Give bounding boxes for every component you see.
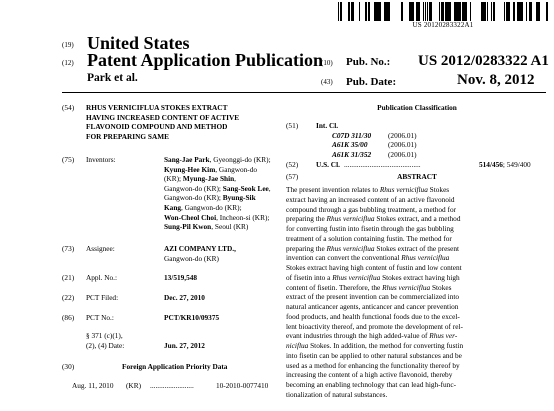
s371-date: Jun. 27, 2012 <box>164 340 205 350</box>
barcode-bar <box>439 2 440 21</box>
int-cl-codes: C07D 311/30 A61K 35/00 A61K 31/352 <box>332 130 372 159</box>
pct-no-label: PCT No.: <box>86 313 114 322</box>
country: United States <box>87 33 190 53</box>
priority-dots: ........................ <box>150 381 194 390</box>
inventors-label: Inventors: <box>86 155 116 164</box>
pub-no: US 2012/0283322 A1 <box>418 53 549 69</box>
barcode-bar <box>445 2 448 21</box>
assignee-name: AZI COMPANY LTD., <box>164 244 236 253</box>
assignee-location: Gangwon-do (KR) <box>164 253 219 263</box>
code-12: (12) <box>62 59 74 67</box>
s371-line1: § 371 (c)(1), <box>86 331 123 340</box>
barcode-bar <box>517 2 520 21</box>
code-43: (43) <box>321 78 333 86</box>
us-cl-dots: .......................................... <box>344 160 421 169</box>
inventors-section <box>62 155 292 235</box>
pct-filed-date: Dec. 27, 2010 <box>164 293 205 302</box>
appl-no: 13/519,548 <box>164 273 198 282</box>
us-cl-section <box>286 160 548 172</box>
pct-no: PCT/KR10/09375 <box>164 313 220 322</box>
us-cl-code: (52) <box>286 160 299 169</box>
appl-label: Appl. No.: <box>86 273 118 282</box>
us-cl-extra: ; 549/400 <box>502 160 531 169</box>
int-cl-section <box>286 121 548 163</box>
abstract-code: (57) <box>286 172 299 181</box>
barcode-bar <box>458 2 461 21</box>
int-cl-code: (51) <box>286 121 299 130</box>
pub-class-title: Publication Classification <box>377 103 457 112</box>
barcode-bar <box>520 2 522 21</box>
assignee-label: Assignee: <box>86 244 115 253</box>
barcode-bar <box>536 2 537 21</box>
priority-date: Aug. 11, 2010 <box>72 381 114 390</box>
assignee-section <box>62 244 292 266</box>
first-inventor: Park et al. <box>87 72 138 84</box>
document-type: Patent Application Publication <box>87 50 324 70</box>
barcode-bar <box>348 2 350 21</box>
code-10: (10) <box>321 59 333 67</box>
pct-filed-label: PCT Filed: <box>86 293 119 302</box>
barcode-bar <box>419 2 420 21</box>
barcode-bar <box>379 2 381 21</box>
barcode-bar <box>491 2 492 21</box>
abstract-text: The present invention relates to Rhus verniciflua Stokes extract having an increased content of an active flavonoid compound through a gas bubbling treatment, a method for preparing the Rhus verniciflua Stokes extract, and a method for converting fustin into fisetin through the gas bubbling treatment of a solution containing fustin. The method for preparing the Rhus verniciflua Stokes extract of the present invention can convert the conventional Rhus verniciflua Stokes extract having high content of fustin and low content of fisetin into a Rhus verniciflua Stokes extract having high content of fisetin. Therefore, the Rhus verniciflua Stokes extract of the present invention can be commercialized into natural anticancer agents, anticancer and cancer prevention food products, and health functional foods due to the excel- lent bioactivity thereof, and promote the development of rel- evant industries through the high added-value of Rhus ver- niciflua Stokes. In addition, the method for converting fustin into fisetin can be applied to other natural substances and be used as a method for enhancing the functionality thereof by increasing the content of a high active flavonoid, thereby becoming an enabling technology that can lead high-func- tionalization of natural substances. <box>286 185 464 399</box>
pub-date-label: Pub. Date: <box>346 76 397 88</box>
barcode-bar <box>401 2 403 21</box>
title-code: (54) <box>62 103 75 112</box>
pct-filed-code: (22) <box>62 293 75 302</box>
barcode-bar <box>425 2 426 21</box>
appl-code: (21) <box>62 273 75 282</box>
abstract-header <box>286 172 548 184</box>
barcode-bar <box>487 2 488 21</box>
inventors-code: (75) <box>62 155 75 164</box>
barcode <box>338 2 548 21</box>
barcode-bar <box>340 2 341 21</box>
priority-number: 10-2010-0077410 <box>216 381 269 390</box>
barcode-bar <box>546 2 548 21</box>
header-rule <box>62 92 546 93</box>
barcode-bar <box>529 2 532 21</box>
barcode-bar <box>470 2 471 21</box>
barcode-bar <box>462 2 464 21</box>
barcode-bar <box>416 2 419 21</box>
barcode-bar <box>341 2 342 21</box>
barcode-bar <box>484 2 486 21</box>
barcode-bar <box>409 2 412 21</box>
code-19: (19) <box>62 41 74 49</box>
barcode-bar <box>448 2 451 21</box>
barcode-number: US 20120283322A1 <box>412 21 474 29</box>
barcode-bar <box>384 2 387 21</box>
barcode-bar <box>378 2 379 21</box>
int-cl-label: Int. Cl. <box>316 121 339 130</box>
int-cl-years: (2006.01) (2006.01) (2006.01) <box>388 130 417 159</box>
priority-section <box>62 362 292 374</box>
abstract-title: ABSTRACT <box>397 172 437 181</box>
appl-no-section <box>62 273 292 285</box>
assignee-code: (73) <box>62 244 75 253</box>
barcode-bar <box>481 2 483 21</box>
barcode-bar <box>455 2 458 21</box>
barcode-bar <box>522 2 523 21</box>
barcode-bar <box>374 2 377 21</box>
s371-section <box>62 331 292 353</box>
pub-no-label: Pub. No.: <box>346 56 391 68</box>
barcode-bar <box>431 2 432 21</box>
s371-line2: (2), (4) Date: <box>86 340 125 350</box>
barcode-bar <box>423 2 424 21</box>
priority-entry <box>62 381 292 393</box>
barcode-bar <box>493 2 494 21</box>
barcode-bar <box>494 2 495 21</box>
barcode-bar <box>526 2 527 21</box>
barcode-bar <box>366 2 367 21</box>
barcode-bar <box>537 2 540 21</box>
barcode-bar <box>465 2 467 21</box>
us-cl-value: 514/456 <box>479 160 503 169</box>
pct-no-code: (86) <box>62 313 75 322</box>
title-section <box>62 103 292 143</box>
barcode-bar <box>427 2 428 21</box>
barcode-bar <box>513 2 515 21</box>
us-cl-label: U.S. Cl. <box>316 160 340 169</box>
barcode-bar <box>464 2 465 21</box>
barcode-bar <box>377 2 378 21</box>
barcode-bar <box>506 2 509 21</box>
barcode-bar <box>338 2 339 21</box>
barcode-bar <box>504 2 505 21</box>
barcode-bar <box>483 2 484 21</box>
priority-title: Foreign Application Priority Data <box>122 362 228 371</box>
barcode-bar <box>368 2 370 21</box>
barcode-bar <box>509 2 510 21</box>
barcode-bar <box>365 2 366 21</box>
barcode-bar <box>454 2 455 21</box>
barcode-bar <box>359 2 360 21</box>
barcode-bar <box>412 2 414 21</box>
barcode-bar <box>352 2 354 21</box>
barcode-bar <box>387 2 390 21</box>
priority-code: (30) <box>62 362 75 371</box>
inventors-list: Sang-Jae Park, Gyeonggi-do (KR); Kyung-Hee Kim, Gangwon-do (KR); Myung-Jae Shin, Gangwon-do (KR); Sang-Seok Lee, Gangwon-do (KR); Byung-Sik Kang, Gangwon-do (KR); Won-Cheol Choi, Incheon-si (KR); Sung-Pil Kwon, Seoul (KR) <box>164 155 271 232</box>
pub-date: Nov. 8, 2012 <box>457 72 535 88</box>
pct-no-section <box>62 313 292 325</box>
barcode-bar <box>351 2 352 21</box>
barcode-bar <box>429 2 431 21</box>
barcode-bar <box>441 2 444 21</box>
pct-filed-section <box>62 293 292 305</box>
priority-country: (KR) <box>126 381 141 390</box>
invention-title: RHUS VERNICIFLUA STOKES EXTRACT HAVING INCREASED CONTENT OF ACTIVE FLAVONOID COMPOUND AND METHOD FOR PREPARING SAME <box>86 103 240 141</box>
